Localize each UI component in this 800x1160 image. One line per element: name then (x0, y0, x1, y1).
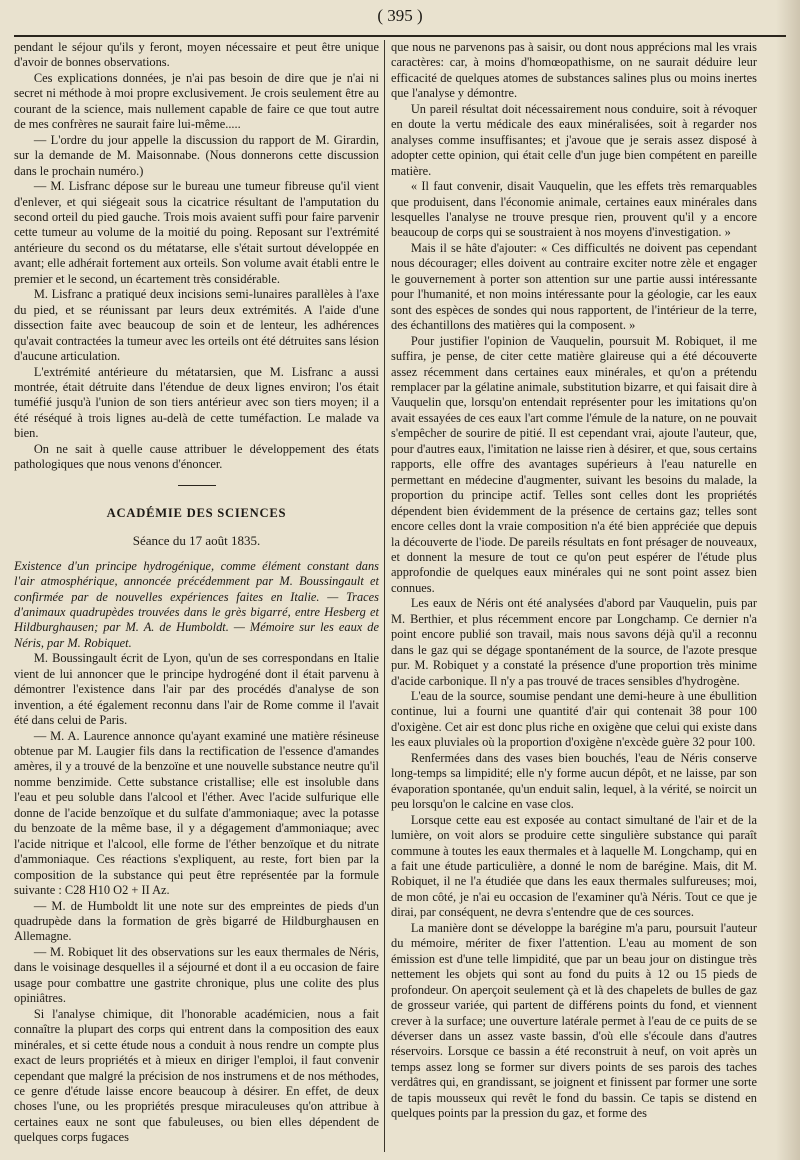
paragraph: Lorsque cette eau est exposée au contact simultané de l'air et de la lumière, on voit alors se produire cette singulière substance qui paraît commune à toutes les eaux thermales et à laquelle M. Longchamp, qui en a fait une étude particulière, a donné le nom de barégine. Mais, dit M. Robiquet, il ne l'a étudiée que dans les eaux thermales sulfureuses; moi, de mon côté, je n'ai eu occasion de l'examiner qu'à Néris. Tout ce que je dirai, par conséquent, ne devra s'entendre que de ces sources. (391, 812, 757, 920)
scan-edge-shadow (776, 0, 800, 1160)
paragraph: Renfermées dans des vases bien bouchés, l'eau de Néris conserve long-temps sa limpidité; elle n'y forme aucun dépôt, et ne laisse, par son évaporation spontanée, qu'un enduit salin, lequel, à la vérité, se noircit un peu lorsqu'on le calcine en vase clos. (391, 750, 757, 812)
section-separator (178, 485, 216, 486)
paragraph: La manière dont se développe la barégine m'a paru, poursuit l'auteur du mémoire, mériter de fixer l'attention. L'eau au moment de son émission est d'une telle limpidité, que par un beau jour on distingue très nettement les objets qui sont au fond du puits à 12 ou 15 pieds de profondeur. On aperçoit seulement çà et là des chapelets de bulles de gaz de grosseur variée, qui partent de différens points du fond, et viennent crever à la surface; une ouverture latérale permet à l'eau de ce puits de se déverser dans un assez vaste bassin, d'où elle s'écoule dans d'autres réservoirs. Lorsque ce bassin a été reconstruit à neuf, on voit après un temps assez long se former sur divers points de ses parois des taches verdâtres qui, en grandissant, se joignent et finissent par former une sorte de tapis mousseux qui revêt le fond du bassin. Ce tapis se distend en quelques points par la pression du gaz, et forme des (391, 920, 757, 1121)
paragraph: Pour justifier l'opinion de Vauquelin, poursuit M. Robiquet, il me suffira, je pense, de citer cette matière glaireuse qui a été découverte assez récemment dans certaines eaux minérales, et qu'on a prétendu remplacer par la gélatine animale, substitution bizarre, et qui faisait dire à Vauquelin que, lorsqu'on entendait représenter pour les imitations qu'on avait essayées de ces eaux l'art comme l'émule de la nature, on ne pouvait s'empêcher de sourire de pitié. Il est cependant vrai, ajoute l'auteur, que, pour d'autres eaux, l'imitation ne laisse rien à désirer, et que, sous certains rapports, elle offre des avantages supérieurs à l'eau naturelle en permettant en médecine d'augmenter, suivant les besoins du malade, la proportion du principe actif. Telles sont celles dont les propriétés dépendent bien évidemment de la présence de certains gaz; telles sont encore celles dont la vraie composition n'a été bien appréciée que depuis la découverte de l'iode. De pareils résultats en font présager de nouveaux, et donnent la mesure de tout ce qu'on peut espérer de l'étude plus approfondie de quelques eaux minérales qui ne sont point assez bien connues. (391, 333, 757, 595)
paragraph: M. Lisfranc a pratiqué deux incisions semi-lunaires parallèles à l'axe du pied, et se réunissant par leurs deux extrémités. A l'aide d'une dissection faite avec beaucoup de soin et de lenteur, les adhérences qu'avait contractées la tumeur avec les orteils ont été détruites sans lésion d'aucune articulation. (14, 287, 379, 364)
paragraph: pendant le séjour qu'ils y feront, moyen nécessaire et peut être unique d'avoir de bonnes observations. (14, 40, 379, 70)
page-number: ( 395 ) (377, 6, 423, 25)
section-title: ACADÉMIE DES SCIENCES (106, 505, 287, 520)
paragraph: On ne sait à quelle cause attribuer le développement des états pathologiques que nous venons d'énoncer. (14, 441, 379, 472)
paragraph: L'extrémité antérieure du métatarsien, que M. Lisfranc a aussi montrée, était détruite dans l'étendue de deux lignes environ; l'os était tuméfié jusqu'à l'union de son tiers antérieur avec son tiers moyen; il a été réséqué à trois lignes au-delà de cette tuméfaction. Le malade va bien. (14, 364, 379, 441)
paragraph: — M. Lisfranc dépose sur le bureau une tumeur fibreuse qu'il vient d'enlever, et qui siégeait sous la cicatrice résultant de l'amputation du second orteil du pied gauche. Trois mois avaient suffi pour faire parvenir cette tumeur au volume de la moitié du poing. Reposant sur l'extrémité antérieure du second os du métatarse, elle s'était surtout développée en avant; elle adhérait fortement aux orteils. Son volume avait établi entre le premier et le second, un écartement très considérable. (14, 179, 379, 286)
paragraph: — L'ordre du jour appelle la discussion du rapport de M. Girardin, sur la demande de M. Maisonnabe. (Nous donnerons cette discussion dans le prochain numéro.) (14, 132, 379, 178)
paragraph: — M. de Humboldt lit une note sur des empreintes de pieds d'un quadrupède dans la formation de grès bigarré de Hildburghausen en Allemagne. (14, 898, 379, 944)
paragraph: que nous ne parvenons pas à saisir, ou dont nous apprécions mal les vrais caractères: car, à moins d'homœopathisme, on ne saurait déduire leur efficacité de quelques atomes de substances salines plus ou moins inertes que l'analyse y démontre. (391, 40, 757, 101)
column-divider (384, 40, 385, 1152)
paragraph: Si l'analyse chimique, dit l'honorable académicien, nous a fait connaître la plupart des corps qui entrent dans la composition des eaux minérales, et si cette étude nous a conduit à nous rendre un compte plus exact de leurs propriétés et à mieux en diriger l'emploi, il faut convenir cependant que malgré la précision de nos instrumens et de nos méthodes, ce genre d'étude laisse encore beaucoup à désirer. En effet, de deux choses l'une, ou les propriétés presque miraculeuses qu'on attribue à certaines eaux ne sont que fabuleuses, ou bien elles dépendent de quelques corps fugaces (14, 1006, 379, 1145)
paragraph: Les eaux de Néris ont été analysées d'abord par Vauquelin, puis par M. Berthier, et plus récemment encore par Longchamp. Ce dernier n'a point encore publié son travail, mais nous savons déjà qu'il a reconnu dans le gaz qui se dégage spontanément de la source, de l'azote presque pur. M. Robiquet y a constaté la présence d'une proportion très minime d'acide carbonique. Il n'y a pas trouvé de traces sensibles d'hydrogène. (391, 596, 757, 688)
right-column (391, 40, 757, 1122)
paragraph: L'eau de la source, soumise pendant une demi-heure à une ébullition continue, lui a fourni une quantité d'air qui contenait 38 pour 100 d'oxigène. Cet air est donc plus riche en oxigène que celui qui existe dans les eaux pluviales où la proportion d'oxigène n'excède guère 32 pour 100. (391, 689, 757, 750)
left-column (14, 40, 379, 1146)
paragraph: « Il faut convenir, disait Vauquelin, que les effets très remarquables que produisent, dans l'économie animale, certaines eaux minérales dans lesquelles l'analyse ne trouve presque rien, prouvent qu'il y a encore beaucoup de corps qui se soustraient à nos moyens d'investigation. » (391, 179, 757, 240)
session-summary: Existence d'un principe hydrogénique, comme élément constant dans l'air atmosphérique, annoncée précédemment par M. Boussingault et confirmée par de nouvelles expériences faites en Italie. — Traces d'animaux quadrupèdes trouvées dans le grès bigarré, entre Hesberg et Hildburghausen; par M. A. de Humboldt. — Mémoire sur les eaux de Néris, par M. Robiquet. (14, 558, 379, 650)
session-date: Séance du 17 août 1835. (132, 533, 261, 549)
paragraph: Mais il se hâte d'ajouter: « Ces difficultés ne doivent pas cependant nous décourager; elles doivent au contraire exciter notre zèle et engager le gouvernement à porter son attention sur une partie aussi intéressante pour l'humanité, et non moins intéressante pour la géologie, car les eaux sont des espèces de sondes qui nous rapportent, de l'intérieur de la terre, des échantillons des matières qui la composent. » (391, 240, 757, 333)
top-rule (14, 35, 786, 37)
paragraph: — M. Robiquet lit des observations sur les eaux thermales de Néris, dans le voisinage desquelles il a séjourné et dont il a eu occasion de faire usage pour combattre une gastrite chronique, plus une colite des plus opiniâtres. (14, 944, 379, 1006)
paragraph: — M. A. Laurence annonce qu'ayant examiné une matière résineuse obtenue par M. Laugier fils dans la rectification de l'essence d'amandes amères, il y a trouvé de la benzoïne et une nouvelle substance neutre qu'il nomme benzimide. Cette substance cristallise; elle est insoluble dans l'eau et peu soluble dans l'alcool et l'éther. Avec l'acide sulfurique elle donne de l'acide benzoïque et du sulfate d'ammoniaque; avec la potasse du benzoate de la même base, il y a dégagement d'ammoniaque; avec l'acide nitrique et l'alcool, elle forme de l'éther benzoïque et du nitrate d'ammoniaque. Ces réactions s'expliquent, au reste, fort bien par la composition de la substance qui peut être représentée par la formule suivante : C28 H10 O2 + II Az. (14, 728, 379, 898)
paragraph: Un pareil résultat doit nécessairement nous conduire, soit à révoquer en doute la vertu médicale des eaux minéralisées, soit à regarder nos analyses comme insuffisantes; et j'avoue que je serais assez disposé à adopter cette opinion, qui était celle d'un juge bien compétent en pareille matière. (391, 101, 757, 178)
paragraph: M. Boussingault écrit de Lyon, qu'un de ses correspondans en Italie vient de lui annoncer que le principe hydrogéné dont il était parvenu à démontrer l'existence dans l'air par des procédés d'analyse de son invention, a été également reconnu dans l'air de Rome comme il l'avait été dans celui de Paris. (14, 651, 379, 728)
paragraph: Ces explications données, je n'ai pas besoin de dire que je n'ai ni secret ni méthode à moi propre exclusivement. Je crois seulement être au courant de la science, mais nullement capable de faire ce que tout autre de mes confrères ne saurait faire lui-même..... (14, 70, 379, 132)
